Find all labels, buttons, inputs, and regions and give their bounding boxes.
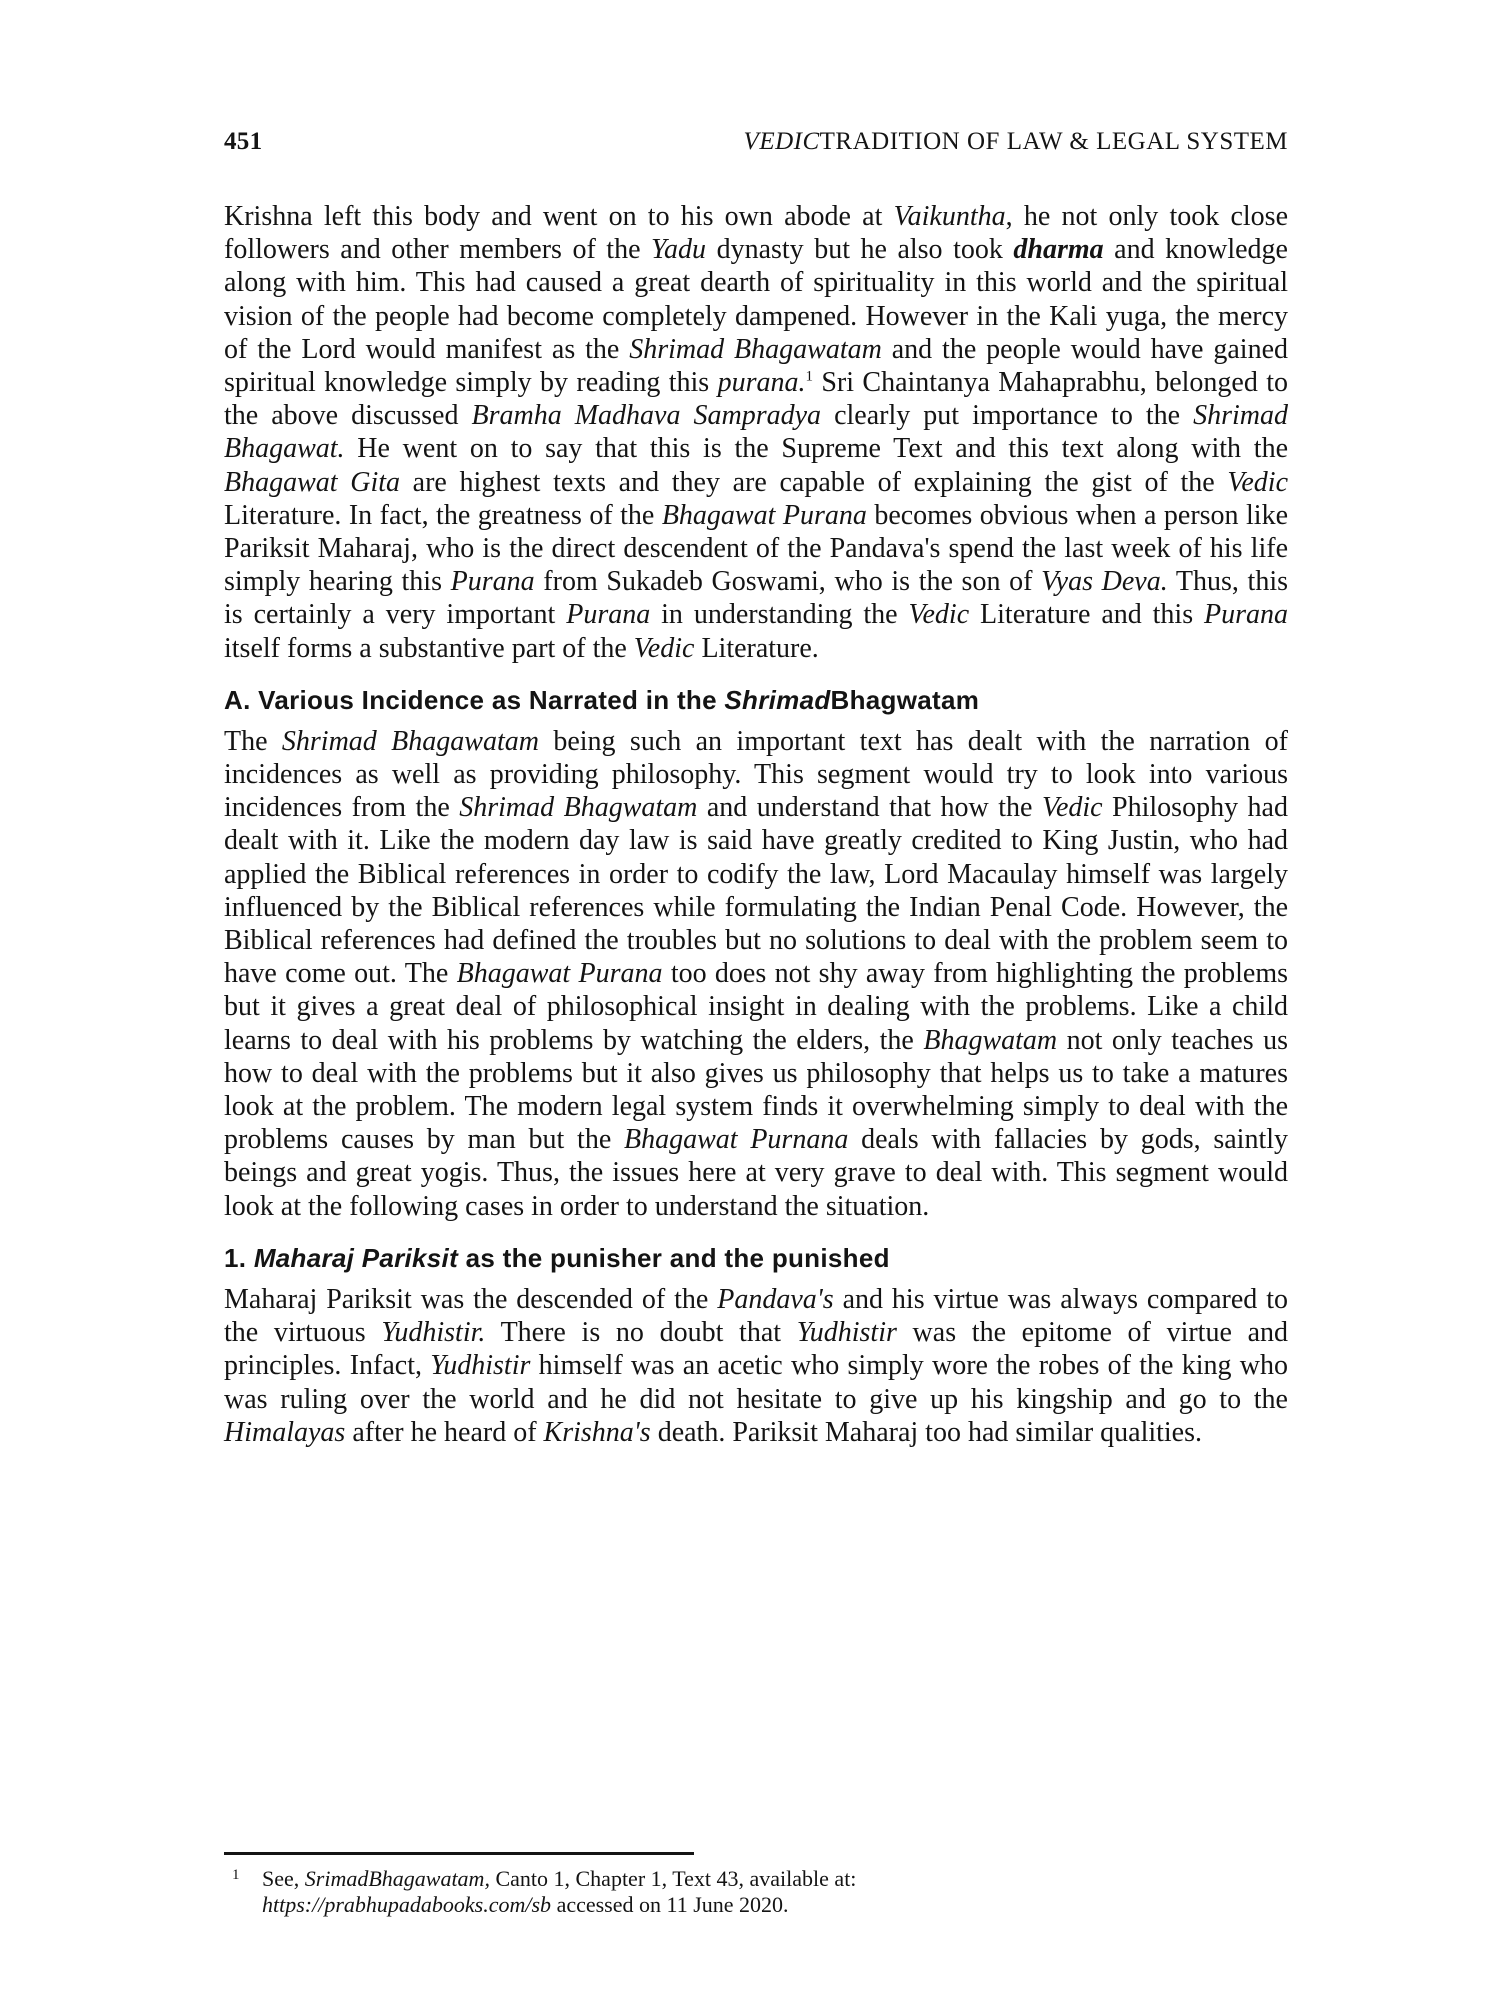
italic-term: Himalayas	[224, 1416, 346, 1448]
text-run: Canto 1, Chapter 1, Text 43, available at:	[489, 1866, 857, 1891]
italic-term: Vedic	[908, 599, 970, 631]
text-run: and knowledge along with him. This had caused a great dearth of spirituality in this world and the spiritual vision of the people had become completely dampened. However in the Kali yuga, the mercy of the Lord would manifest as the	[224, 234, 1288, 365]
text-run: Literature and this	[969, 599, 1205, 631]
italic-term: purana.	[717, 367, 806, 399]
italic-term: Vedic	[633, 632, 695, 664]
page-header	[224, 128, 1288, 168]
text-run: Literature.	[694, 632, 819, 664]
heading-text: Bhagwatam	[830, 684, 980, 715]
text-run: was the epitome of virtue and principles. Infact,	[224, 1317, 1288, 1382]
italic-term: Bhagawat Purnana	[624, 1124, 849, 1156]
italic-term: Shrimad Bhagawatam	[629, 333, 882, 365]
italic-term: Bhagwatam	[923, 1024, 1058, 1056]
text-run: itself forms a substantive part of the	[224, 632, 634, 664]
heading-number: 1.	[224, 1242, 254, 1273]
text-run: and understand that how the	[697, 792, 1042, 824]
footnote	[224, 1866, 1288, 1918]
text-run: deals with fallacies by gods, saintly beings and great yogis. Thus, the issues here at very grave to deal with. This segment would look at the following cases in order to understand the situation.	[224, 1124, 1289, 1222]
heading-text: A. Various Incidence as Narrated in the	[224, 684, 725, 715]
italic-term: Vedic	[1227, 466, 1288, 498]
running-title-italic: VEDIC	[743, 128, 820, 155]
text-run: after he heard of	[345, 1416, 544, 1448]
italic-term: Yudhistir	[430, 1350, 531, 1382]
running-title	[744, 128, 1288, 156]
italic-term: Purana	[1204, 599, 1289, 631]
italic-term: Krishna's	[543, 1416, 651, 1448]
document-page	[224, 0, 1288, 2000]
heading-italic: Maharaj Pariksit	[253, 1242, 459, 1273]
text-run: becomes obvious when a person like Pariksit Maharaj, who is the direct descendent of the Pandava's spend the last week of his life simply hearing this	[224, 499, 1288, 598]
text-run: himself was an acetic who simply wore the robes of the king who was ruling over the world and he did not hesitate to give up his kingship and go to the	[224, 1350, 1288, 1415]
text-run: being such an important text has dealt with the narration of incidences as well as providing philosophy. This segment would try to look into various incidences from the	[224, 725, 1288, 824]
italic-term: Bhagawat Purana	[456, 958, 663, 990]
text-run: dynasty but he also took	[706, 234, 1014, 266]
text-run: accessed on 11 June 2020.	[551, 1892, 789, 1917]
text-run: not only teaches us how to deal with the problems but it also gives us philosophy that helps us to take a matures look at the problem. The modern legal system finds it overwhelming simply to deal with the problems causes by man but the	[224, 1024, 1288, 1156]
paragraph-section-1	[224, 1283, 1288, 1449]
footnote-divider	[224, 1852, 694, 1855]
body-text	[224, 200, 1288, 1449]
text-run: Thus, this is certainly a very important	[224, 566, 1288, 631]
italic-term: Purana	[450, 566, 535, 598]
text-run: clearly put importance to the	[821, 400, 1194, 432]
text-run: from Sukadeb Goswami, who is the son of	[534, 566, 1042, 598]
italic-term: Bhagawat Purana	[661, 499, 867, 531]
italic-term: Vedic	[1041, 792, 1103, 824]
footnote-mark: 1	[232, 1867, 240, 1883]
page-number: 451	[224, 128, 263, 155]
text-run: Literature. In fact, the greatness of the	[224, 499, 662, 531]
text-run: There is no doubt that	[485, 1317, 797, 1349]
text-run: He went on to say that this is the Supreme Text and this text along with the	[344, 433, 1288, 465]
paragraph-intro	[224, 200, 1288, 665]
footnote-text	[262, 1866, 1288, 1918]
italic-term: dharma	[1013, 234, 1104, 266]
italic-term: Yudhistir.	[381, 1317, 486, 1349]
italic-term: Bramha Madhava Sampradya	[471, 400, 822, 432]
heading-text: as the punisher and the punished	[458, 1242, 890, 1273]
text-run: Sri Chaintanya Mahaprabhu, belonged to the above discussed	[224, 367, 1288, 432]
section-heading-a	[224, 683, 1288, 717]
italic-term: Shrimad Bhagwatam	[459, 792, 698, 824]
footnote-reference[interactable]: 1	[805, 368, 813, 385]
italic-term: Vyas Deva.	[1041, 566, 1168, 598]
text-run: in understanding the	[650, 599, 909, 631]
text-run: The	[224, 725, 282, 757]
footnote-link[interactable]: https://prabhupadabooks.com/sb	[262, 1892, 552, 1917]
text-run: See,	[262, 1866, 305, 1891]
italic-term: SrimadBhagawatam,	[304, 1866, 490, 1891]
text-run: and his virtue was always compared to the virtuous	[224, 1283, 1288, 1349]
text-run: Philosophy had dealt with it. Like the modern day law is said have greatly credited to King Justin, who had applied the Biblical references in order to codify the law, Lord Macaulay himself was largely influenced by the Biblical references while formulating the Indian Penal Code. However, the Biblical references had defined the troubles but no solutions to deal with the problem seem to have come out. The	[224, 792, 1288, 990]
italic-term: Bhagawat Gita	[224, 466, 401, 498]
text-run: death. Pariksit Maharaj too had similar qualities.	[650, 1416, 1203, 1448]
italic-term: Yudhistir	[796, 1317, 897, 1349]
italic-term: Pandava's	[717, 1283, 834, 1315]
section-heading-1	[224, 1241, 1288, 1275]
text-run: too does not shy away from highlighting the problems but it gives a great deal of philosophical insight in dealing with the problems. Like a child learns to deal with his problems by watching the elders, the	[224, 958, 1289, 1056]
italic-term: Shrimad Bhagawatam	[281, 725, 539, 757]
italic-term: Yadu	[651, 234, 707, 266]
running-title-rest: TRADITION OF LAW & LEGAL SYSTEM	[819, 128, 1288, 155]
text-run: Krishna left this body and went on to his own abode at	[224, 201, 894, 232]
text-run: Maharaj Pariksit was the descended of the	[224, 1283, 718, 1315]
text-run: are highest texts and they are capable of explaining the gist of the	[400, 466, 1228, 498]
text-run: , he not only took close followers and other members of the	[224, 201, 1289, 266]
italic-term: Purana	[566, 599, 651, 631]
italic-term: Shrimad Bhagawat.	[224, 400, 1288, 465]
text-run: and the people would have gained spiritual knowledge simply by reading this	[224, 333, 1289, 399]
paragraph-section-a	[224, 725, 1288, 1223]
italic-term: Vaikuntha	[893, 201, 1006, 232]
heading-italic: Shrimad	[724, 684, 831, 715]
